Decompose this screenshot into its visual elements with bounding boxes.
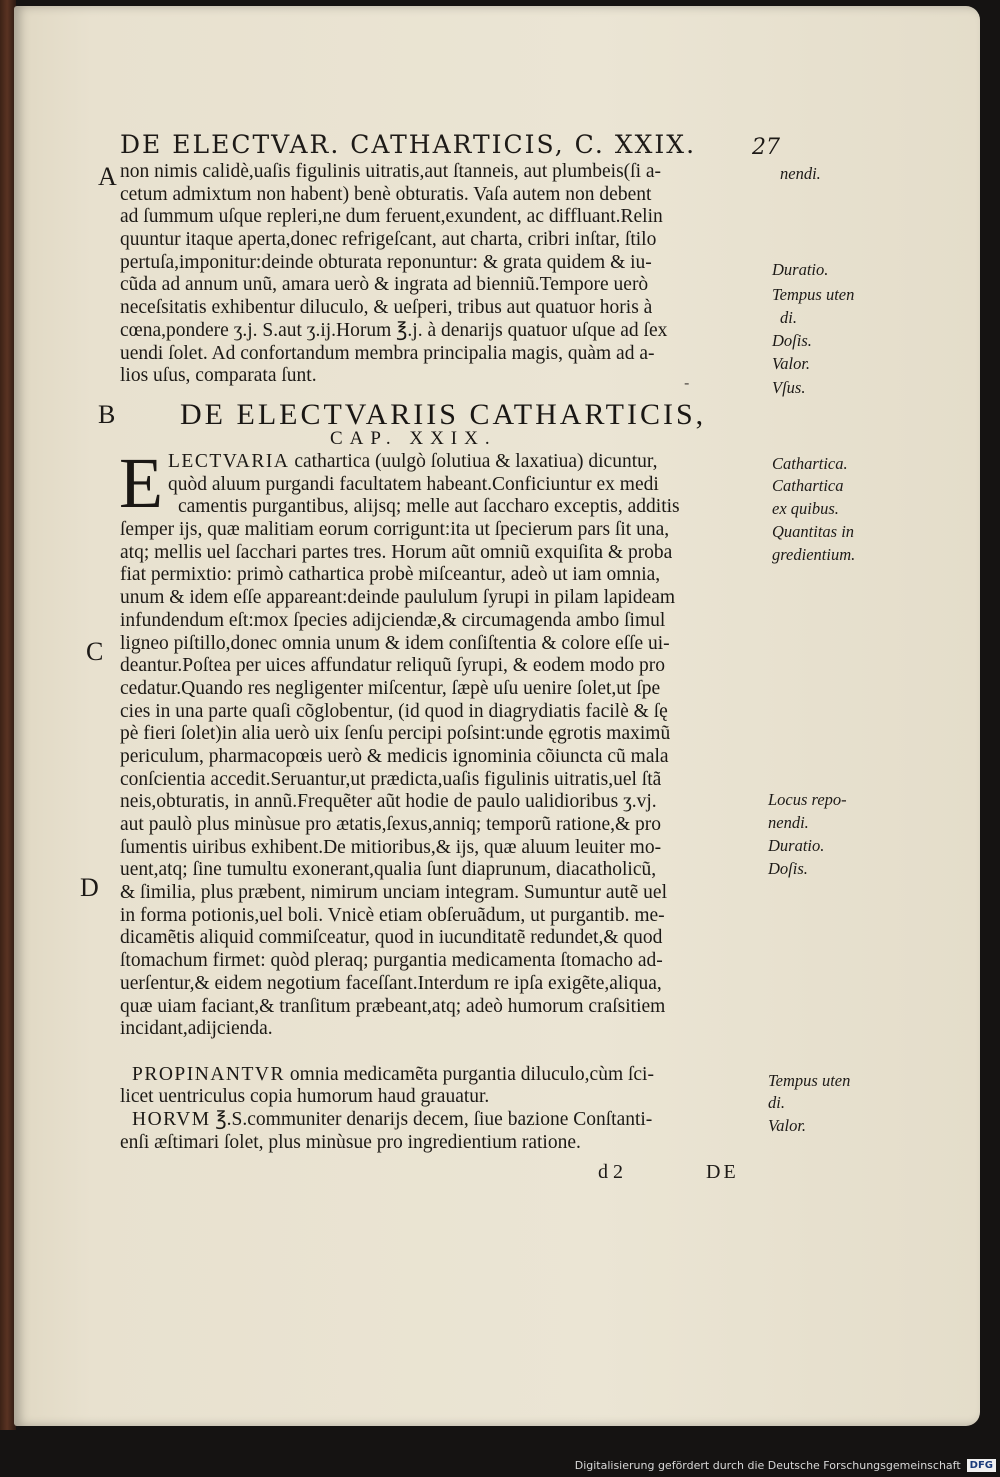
chapter-title: DE ELECTVARIIS CATHARTICIS, (180, 398, 707, 431)
text-line: cetum admixtum non habent) benè obturatis. Vaſa autem non debent (120, 183, 652, 205)
text-line: enſi æſtimari ſolet, plus minùsue pro ingredientium ratione. (120, 1131, 581, 1153)
text-line: in forma potionis,uel boli. Vnicè etiam obſeruãdum, ut purgantib. me- (120, 904, 665, 926)
text-line: ſtomachum firmet: quòd pleraq; purgantia medicamenta ſtomacho ad- (120, 950, 663, 972)
signature-mark: d 2 (598, 1161, 623, 1183)
margin-note: Duratio. (768, 836, 825, 855)
text-line: neis,obturatis, in annũ.Frequẽter aũt hodie de paulo ualidioribus ʒ.vj. (120, 791, 657, 813)
page-number: 27 (752, 135, 780, 160)
opening-word: LECTVARIA (168, 451, 290, 472)
text-line: neceſsitatis exhibentur diluculo, & ueſperi, tribus aut quatuor horis à (120, 297, 653, 319)
text-line: & ſimilia, plus præbent, nimirum unciam integram. Sumuntur autẽ uel (120, 882, 667, 904)
text-line: ℥.S.communiter denarijs decem, ſiue bazione Conſtanti- (210, 1108, 653, 1130)
margin-note: Valor. (768, 1116, 807, 1135)
margin-note: Quantitas in (772, 522, 855, 541)
margin-note: Vſus. (772, 378, 806, 397)
section-marker-b: B (98, 400, 116, 429)
margin-note: Duratio. (772, 260, 829, 279)
text-line: conſcientia accedit.Seruantur,ut prædicta,uaſis figulinis uitratis,uel ſtã (120, 768, 662, 790)
ink-mark: - (684, 373, 690, 392)
paragraph-line (120, 1109, 760, 1132)
margin-note: Tempus uten (768, 1071, 851, 1090)
text-line: cedatur.Quando res negligenter miſcentur, ſæpè uſu uenire ſolet,ut ſpe (120, 677, 661, 699)
paragraph-line (120, 1064, 760, 1087)
text-line: uendi ſolet. Ad confortandum membra principalia magis, quàm ad a- (120, 342, 655, 364)
text-line: omnia medicamẽta purgantia diluculo,cùm ſci- (285, 1063, 654, 1085)
text-line: cies in una parte quaſi cõglobentur, (id quod in diagrydiatis facilè & ſę (120, 700, 668, 722)
text-line: pertuſa,imponitur:deinde obturata reponuntur: & grata quidem & iu- (120, 251, 652, 273)
text-line: ſumentis uiribus exhibent.De mitioribus,& ijs, quæ aluum leuiter mo- (120, 836, 662, 858)
text-line: unum & idem eſſe appareant:deinde paululum ſyrupi in pilam lapideam (120, 587, 676, 609)
text-line: pè fieri ſolet)in alia uerò uix ſenſu percipi poſsint:unde ęgrotis maximũ (120, 723, 671, 745)
text-line: uerſentur,& eidem negotium faceſſant.Interdum re ipſa exigẽte,aliqua, (120, 972, 662, 994)
text-line: uent,atq; ſine tumultu exonerant,qualia ſunt diaprunum, diacatholicũ, (120, 859, 657, 881)
text-line: quuntur itaque aperta,donec refrigeſcant, aut charta, cribri inſtar, ſtilo (120, 229, 657, 251)
margin-note: Valor. (772, 354, 811, 373)
text-line: camentis purgantibus, alijsq; melle aut ſaccharo exceptis, additis (178, 496, 680, 518)
top-paragraph (120, 161, 760, 388)
drop-cap: E (119, 443, 163, 523)
text-line: non nimis calidè,uaſis figulinis uitratis,aut ſtanneis, aut plumbeis(ſi a- (120, 161, 662, 182)
text-line: quòd aluum purgandi facultatem habeant.Conficiuntur ex medi (168, 473, 659, 495)
paragraph-lead-word: HORVM (132, 1108, 211, 1130)
margin-note: di. (768, 1093, 785, 1112)
margin-note: Tempus uten (772, 285, 855, 304)
running-header: DE ELECTVAR. CATHARTICIS, C. XXIX. (120, 130, 697, 159)
chapter-number: CAP. XXIX. (330, 428, 497, 449)
text-line: cœna,pondere ʒ.j. S.aut ʒ.ij.Horum ℥.j. à denarijs quatuor uſque ad ſex (120, 319, 668, 341)
dfg-logo-icon: DFG (967, 1459, 996, 1472)
text-line: fiat permixtio: primò cathartica probè miſceantur, adeò ut iam omnia, (120, 564, 661, 586)
text-line: cũda ad annum unũ, amara uerò & ingrata ad bienniũ.Tempore uerò (120, 274, 649, 296)
text-line: quæ uiam faciant,& tranſitum præbeant,atq; adeò humorum craſsitiem (120, 995, 666, 1017)
margin-note: Cathartica. (772, 454, 848, 473)
section-marker-d: D (80, 873, 99, 902)
margin-note: di. (780, 308, 797, 327)
chapter-first-line (168, 451, 764, 496)
text-line: atq; mellis uel ſacchari partes tres. Horum aũt omniũ exquiſita & proba (120, 541, 673, 563)
chapter-body (120, 496, 760, 1154)
text-line: lios uſus, comparata ſunt. (120, 365, 317, 387)
margin-note: gredientium. (772, 545, 856, 564)
text-line: cathartica (uulgò ſolutiua & laxatiua) dicuntur, (289, 451, 658, 472)
digitization-footer (575, 1456, 996, 1474)
margin-note: Doſis. (768, 859, 808, 878)
text-line: licet uentriculus copia humorum haud grauatur. (120, 1086, 490, 1108)
text-line: periculum, pharmacopœis uerò & medicis ignominia cõiuncta cũ mala (120, 745, 669, 767)
text-line: incidant,adijcienda. (120, 1018, 273, 1040)
text-line: dicamẽtis aliquid commiſceatur, quod in iucunditatẽ redundet,& quod (120, 927, 663, 949)
text-line: ligneo piſtillo,donec omnia unum & idem conſiſtentia & colore eſſe ui- (120, 632, 670, 654)
section-marker-c: C (86, 637, 104, 666)
catchword: DE (706, 1161, 739, 1183)
text-line: deantur.Poſtea per uices affundatur reliquũ ſyrupi, & eodem modo pro (120, 655, 665, 677)
section-marker-a: A (98, 162, 117, 191)
margin-note: Doſis. (772, 331, 812, 350)
text-line: ad ſummum uſque repleri,ne dum feruent,exundent, ac diffluant.Relin (120, 206, 663, 228)
text-line: ſemper ijs, quæ malitiam eorum corrigunt:ita ut ſpecierum pars ſit una, (120, 519, 670, 541)
text-line: aut paulò plus minùsue pro ætatis,ſexus,anniq; temporũ ratione,& pro (120, 814, 662, 836)
margin-note: nendi. (768, 813, 809, 832)
margin-note: nendi. (780, 164, 821, 183)
footer-credit: Digitalisierung gefördert durch die Deutsche Forschungsgemeinschaft (574, 1458, 961, 1472)
margin-note: Locus repo- (768, 790, 847, 809)
paragraph-lead-word: PROPINANTVR (132, 1063, 286, 1085)
text-line: infundendum eſt:mox ſpecies adijciendæ,& circumagenda ambo ſimul (120, 609, 666, 631)
text-line (120, 1041, 760, 1064)
margin-note: Cathartica (772, 476, 844, 495)
margin-note: ex quibus. (772, 499, 839, 518)
